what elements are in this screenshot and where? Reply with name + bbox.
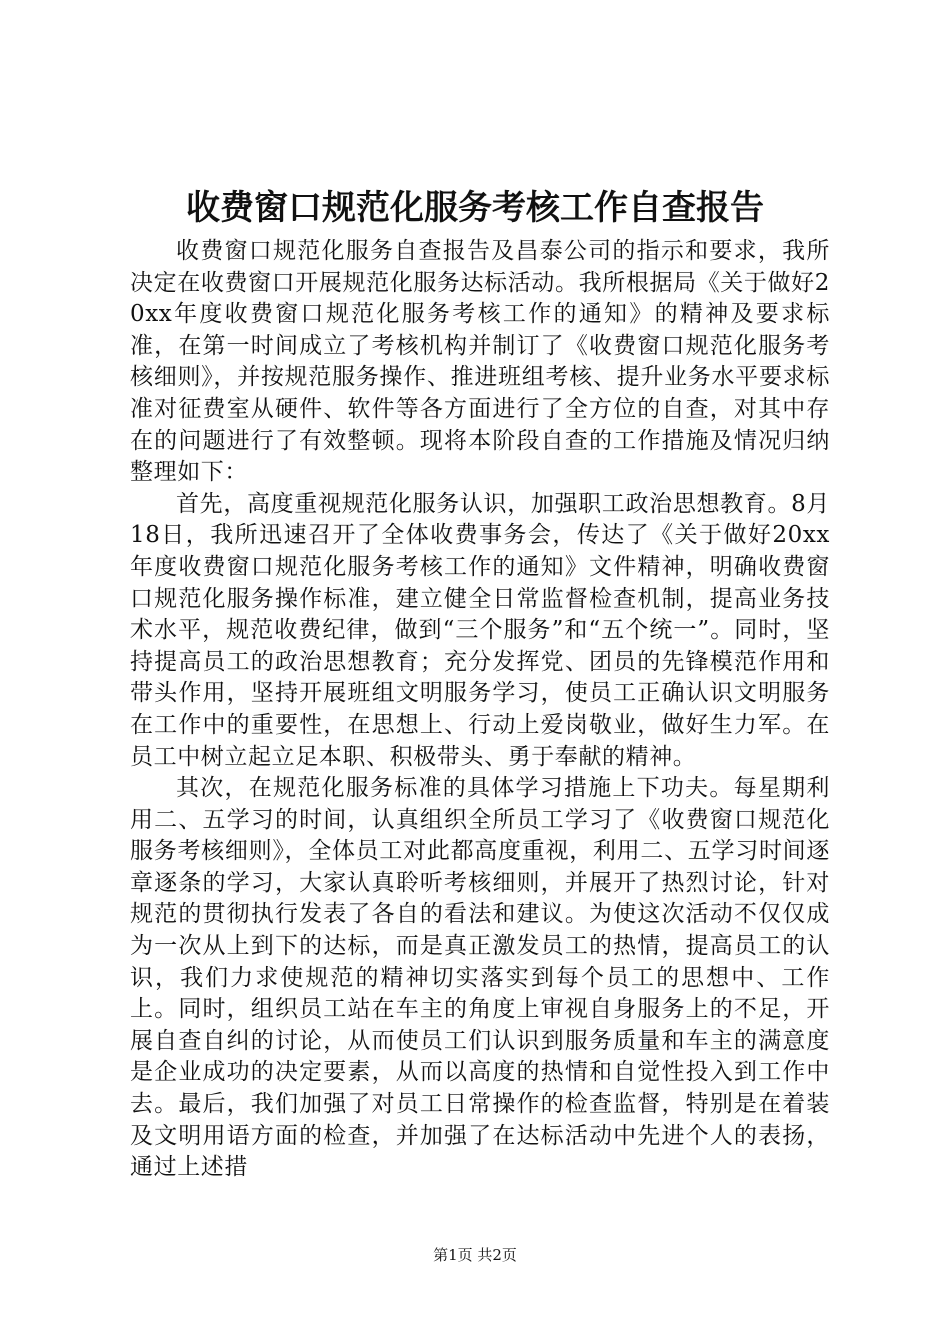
paragraph-intro: 收费窗口规范化服务自查报告及昌泰公司的指示和要求，我所决定在收费窗口开展规范化服务达标活动。我所根据局《关于做好20xx年度收费窗口规范化服务考核工作的通知》的精神及要求标准，在第一时间成立了考核机构并制订了《收费窗口规范化服务考核细则》，并按规范服务操作、推进班组考核、提升业务水平要求标准对征费室从硬件、软件等各方面进行了全方位的自查，对其中存在的问题进行了有效整顿。现将本阶段自查的工作措施及情况归纳整理如下： (130, 238, 830, 486)
page-number-footer: 第1页 共2页 (433, 1246, 517, 1264)
document-title: 收费窗口规范化服务考核工作自查报告 (186, 188, 764, 228)
paragraph-second: 其次，在规范化服务标准的具体学习措施上下功夫。每星期利用二、五学习的时间，认真组织全所员工学习了《收费窗口规范化服务考核细则》，全体员工对此都高度重视，利用二、五学习时间逐章逐条的学习，大家认真聆听考核细则，并展开了热烈讨论，针对规范的贯彻执行发表了各自的看法和建议。为使这次活动不仅仅成为一次从上到下的达标，而是真正激发员工的热情，提高员工的认识，我们力求使规范的精神切实落实到每个员工的思想中、工作上。同时，组织员工站在车主的角度上审视自身服务上的不足，开展自查自纠的讨论，从而使员工们认识到服务质量和车主的满意度是企业成功的决定要素，从而以高度的热情和自觉性投入到工作中去。最后，我们加强了对员工日常操作的检查监督，特别是在着装及文明用语方面的检查，并加强了在达标活动中先进个人的表扬，通过上述措 (130, 775, 830, 1181)
paragraph-first: 首先，高度重视规范化服务认识，加强职工政治思想教育。8月18日，我所迅速召开了全体收费事务会，传达了《关于做好20xx年度收费窗口规范化服务考核工作的通知》文件精神，明确收费窗口规范化服务操作标准，建立健全日常监督检查机制，提高业务技术水平，规范收费纪律，做到“三个服务”和“五个统一”。同时，坚持提高员工的政治思想教育；充分发挥党、团员的先锋模范作用和带头作用，坚持开展班组文明服务学习，使员工正确认识文明服务在工作中的重要性，在思想上、行动上爱岗敬业，做好生力军。在员工中树立起立足本职、积极带头、勇于奉献的精神。 (130, 490, 830, 770)
document-body (130, 236, 830, 1184)
